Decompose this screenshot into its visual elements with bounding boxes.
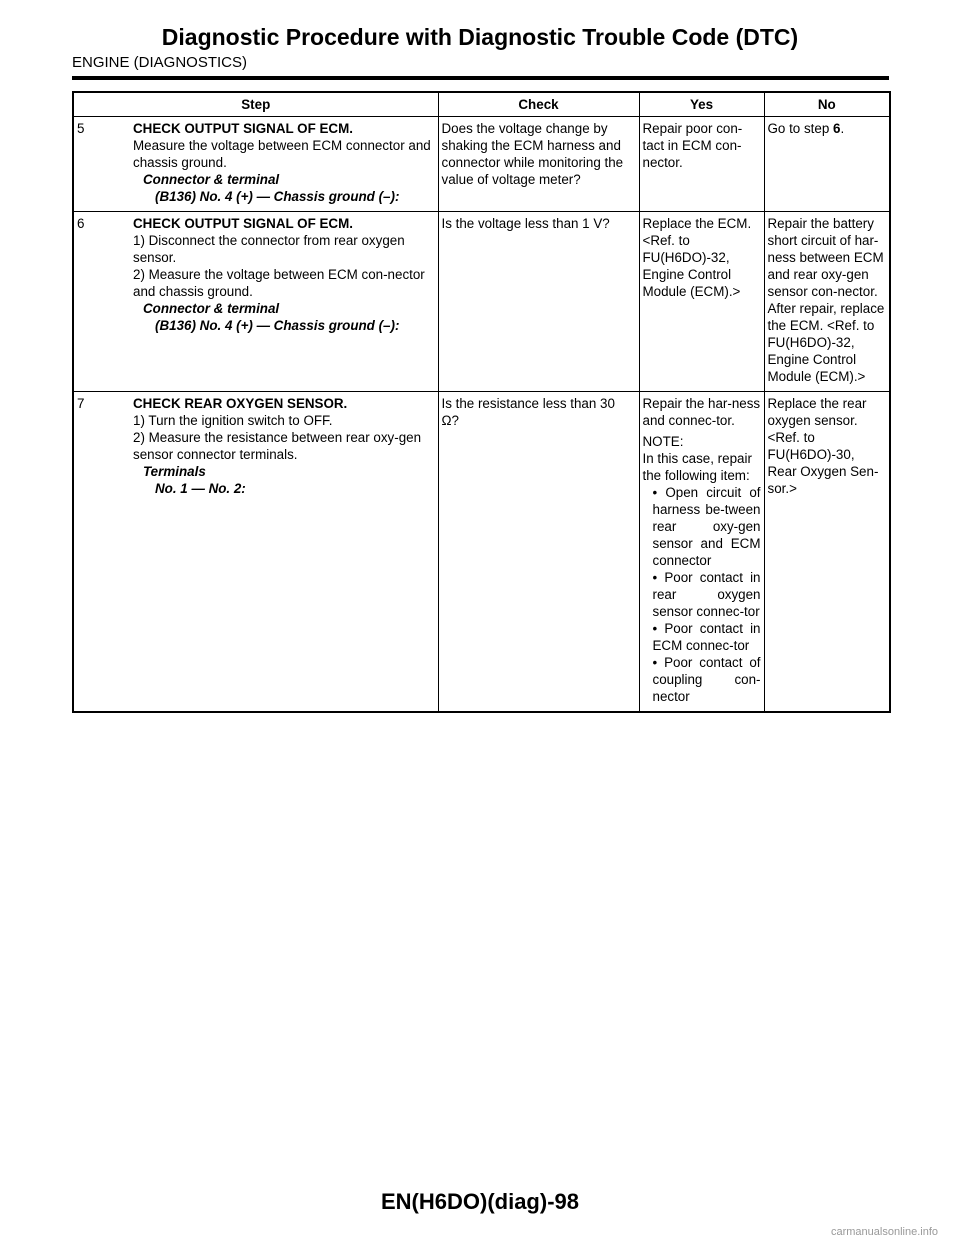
yes-cell: Repair poor con-tact in ECM con-nector. xyxy=(639,117,764,212)
step-instruction: 1) Disconnect the connector from rear oxygen sensor. xyxy=(133,233,405,265)
connector-value: (B136) No. 4 (+) — Chassis ground (–): xyxy=(155,318,400,333)
connector-value: (B136) No. 4 (+) — Chassis ground (–): xyxy=(155,189,400,204)
column-header-check: Check xyxy=(438,92,639,117)
step-heading: CHECK OUTPUT SIGNAL OF ECM. xyxy=(133,121,353,136)
yes-cell xyxy=(639,392,764,713)
step-instruction: 2) Measure the voltage between ECM con-nector and chassis ground. xyxy=(133,267,425,299)
list-item: • Poor contact of coupling con-nector xyxy=(652,655,761,704)
page-title: Diagnostic Procedure with Diagnostic Trouble Code (DTC) xyxy=(161,24,799,50)
yes-text: Repair the har-ness and connec-tor. xyxy=(642,396,761,428)
check-cell: Does the voltage change by shaking the ECM harness and connector while monitoring the value of voltage meter? xyxy=(438,117,639,212)
step-cell xyxy=(73,212,438,392)
step-reference: 6 xyxy=(833,121,841,136)
table-row xyxy=(73,117,890,212)
page-number: EN(H6DO)(diag)-98 xyxy=(380,1189,579,1214)
connector-label: Connector & terminal xyxy=(143,301,280,316)
connector-label: Connector & terminal xyxy=(143,172,280,187)
column-header-no: No xyxy=(764,92,890,117)
no-text: Go to step xyxy=(767,121,834,136)
terminals-value: No. 1 — No. 2: xyxy=(155,481,246,496)
list-item: • Open circuit of harness be-tween rear oxy-gen sensor and ECM connector xyxy=(652,485,761,568)
no-cell xyxy=(764,117,890,212)
step-instruction: 2) Measure the resistance between rear oxy-gen sensor connector terminals. xyxy=(133,430,422,462)
header-rule xyxy=(72,76,889,80)
step-cell xyxy=(73,392,438,713)
table-header-row xyxy=(73,92,890,117)
note-list xyxy=(643,484,761,705)
step-number: 5 xyxy=(77,121,85,136)
step-number: 6 xyxy=(77,216,85,231)
note-label: NOTE: xyxy=(642,434,684,449)
check-cell: Is the resistance less than 30 Ω? xyxy=(438,392,639,713)
step-cell xyxy=(73,117,438,212)
column-header-step: Step xyxy=(73,92,438,117)
table-row xyxy=(73,392,890,713)
note-text: In this case, repair the following item: xyxy=(642,451,752,483)
table-row xyxy=(73,212,890,392)
watermark: carmanualsonline.info xyxy=(830,1226,938,1238)
step-number: 7 xyxy=(77,396,85,411)
step-instruction: Measure the voltage between ECM connector and chassis ground. xyxy=(133,138,431,170)
list-item: • Poor contact in ECM connec-tor xyxy=(652,621,761,653)
section-heading: ENGINE (DIAGNOSTICS) xyxy=(72,54,248,71)
step-heading: CHECK REAR OXYGEN SENSOR. xyxy=(133,396,348,411)
list-item: • Poor contact in rear oxygen sensor connec-tor xyxy=(652,570,761,619)
terminals-label: Terminals xyxy=(143,464,206,479)
step-instruction: 1) Turn the ignition switch to OFF. xyxy=(133,413,333,428)
no-text-end: . xyxy=(840,121,845,136)
yes-cell: Replace the ECM. <Ref. to FU(H6DO)-32, Engine Control Module (ECM).> xyxy=(639,212,764,392)
no-cell: Replace the rear oxygen sensor. <Ref. to FU(H6DO)-30, Rear Oxygen Sen-sor.> xyxy=(764,392,890,713)
column-header-yes: Yes xyxy=(639,92,764,117)
diagnostic-table xyxy=(72,91,891,713)
no-cell: Repair the battery short circuit of har-ness between ECM and rear oxy-gen sensor con-nector. After repair, replace the ECM. <Ref. to FU(H6DO)-32, Engine Control Module (ECM).> xyxy=(764,212,890,392)
check-cell: Is the voltage less than 1 V? xyxy=(438,212,639,392)
step-heading: CHECK OUTPUT SIGNAL OF ECM. xyxy=(133,216,353,231)
